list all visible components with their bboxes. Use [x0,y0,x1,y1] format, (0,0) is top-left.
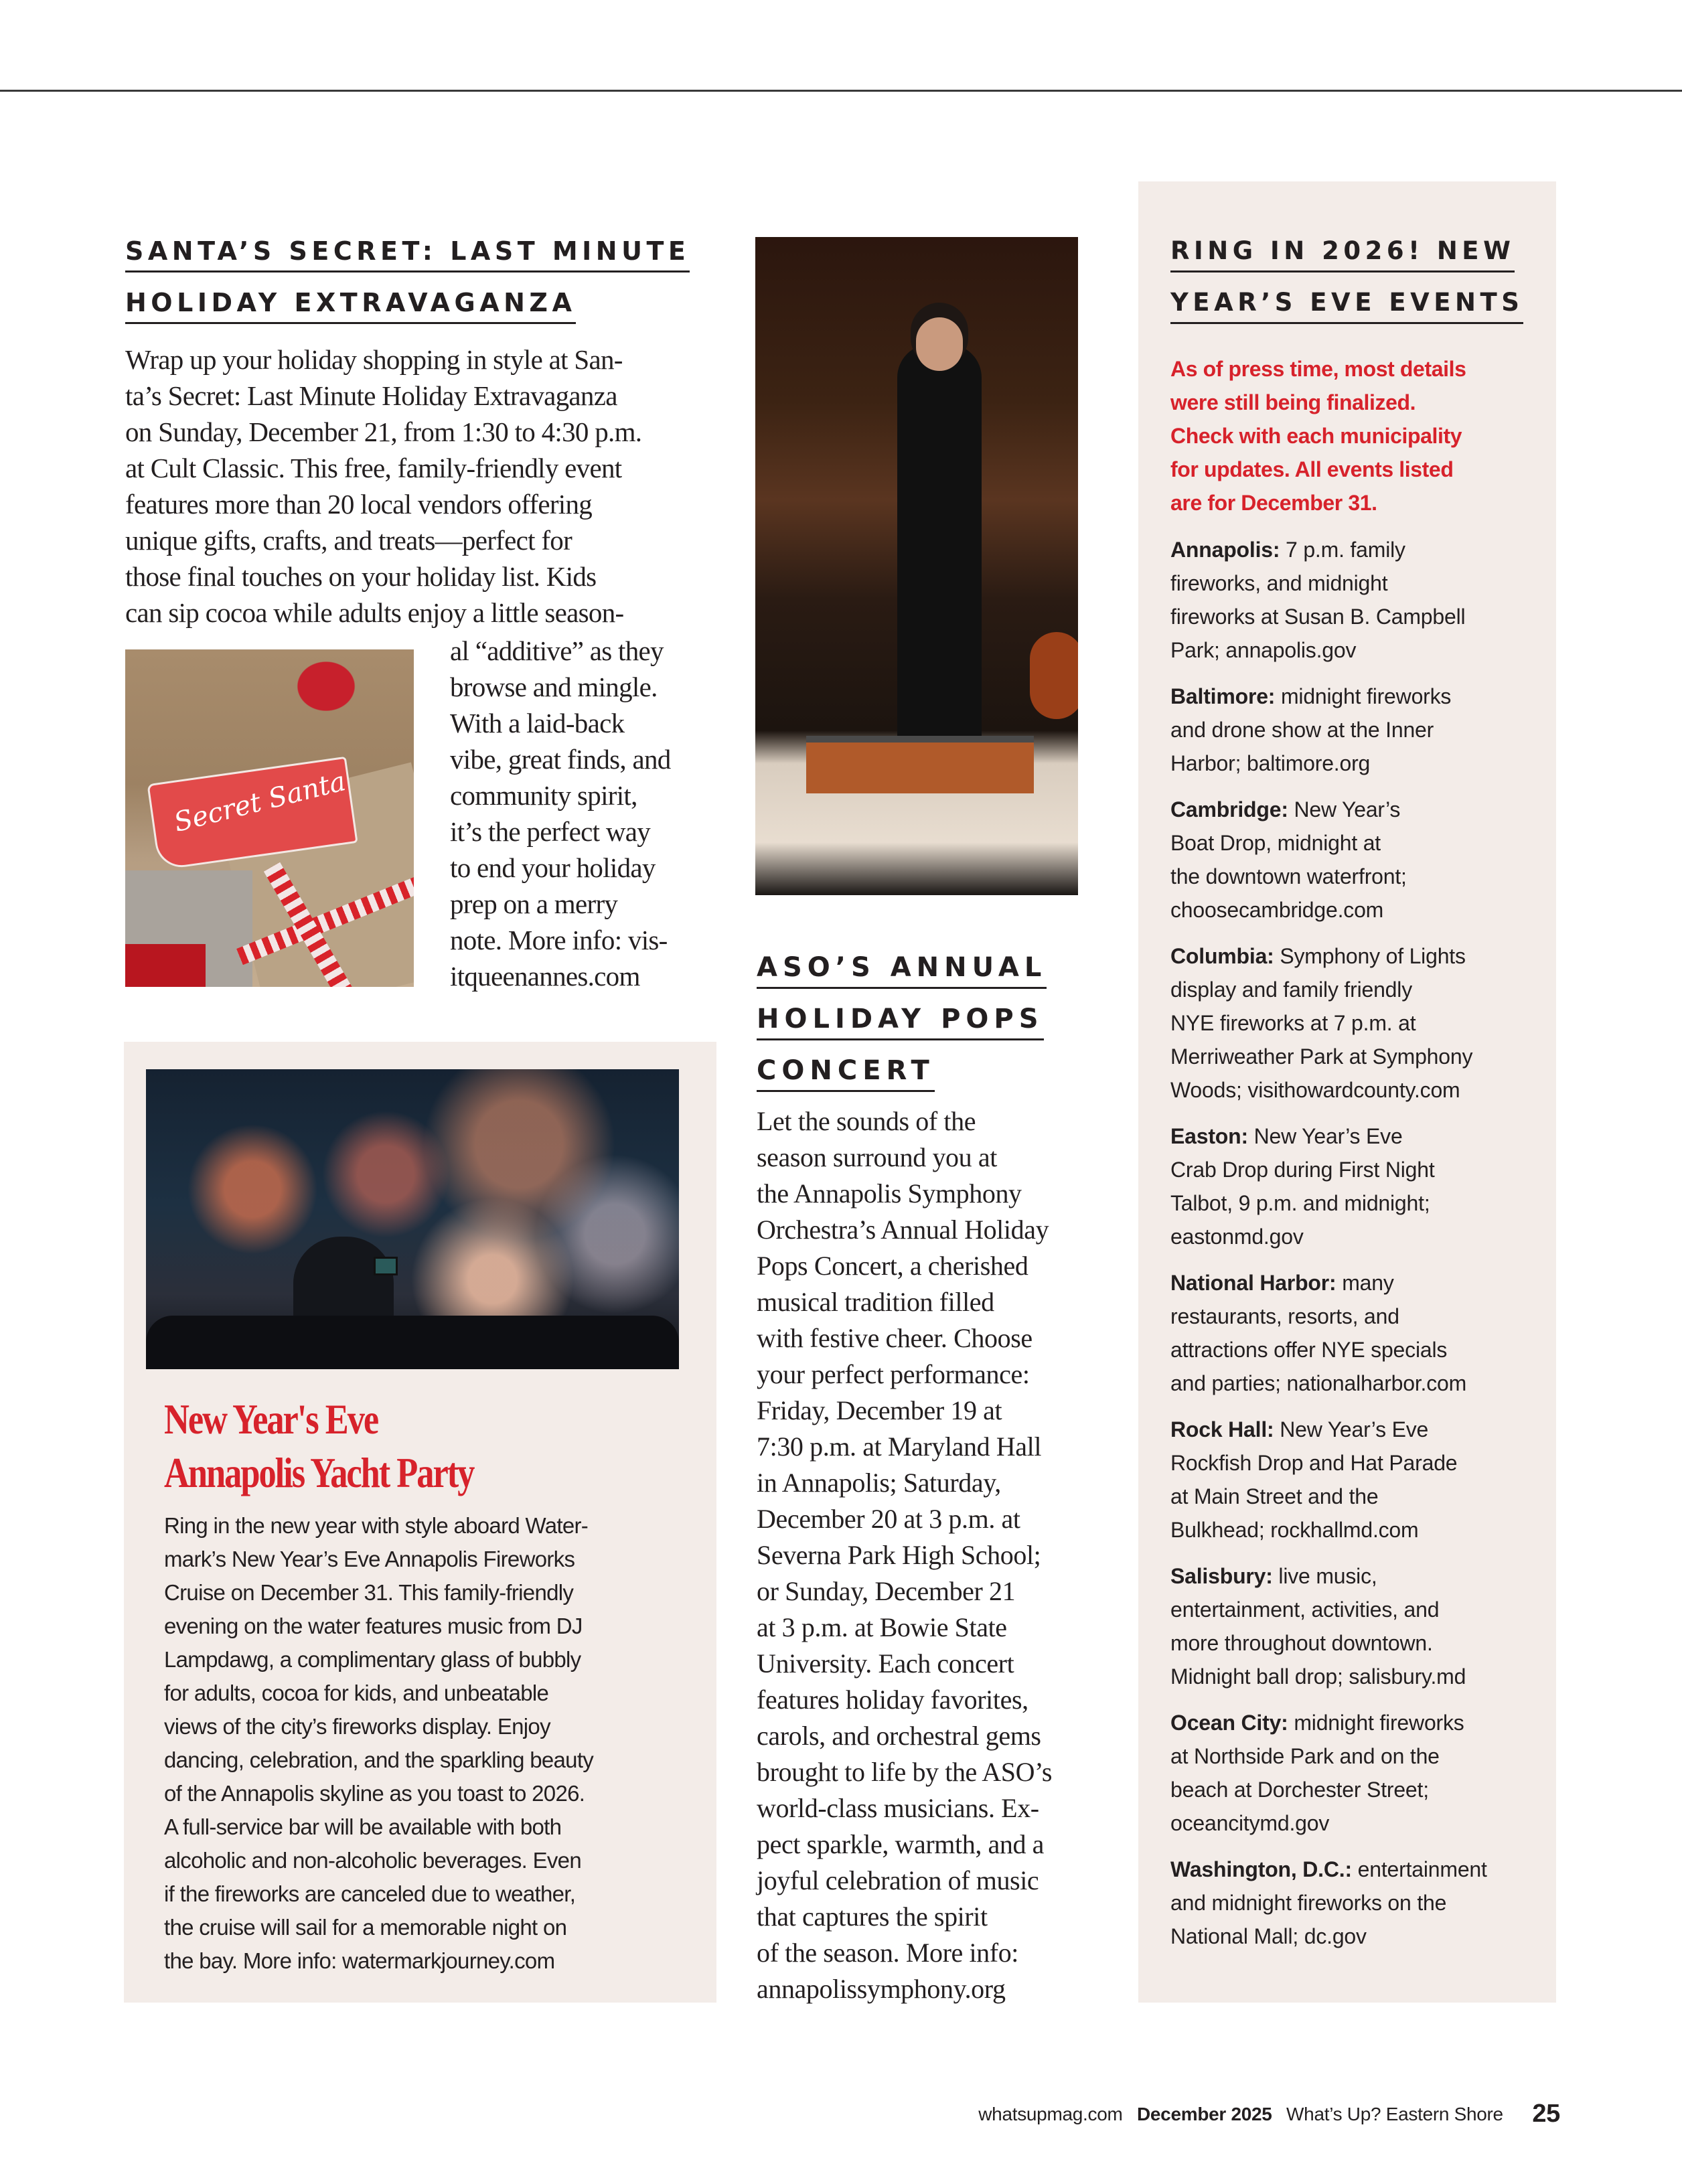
event-text: Symphony of Lights [1274,944,1466,968]
event-text: restaurants, resorts, and [1170,1304,1399,1328]
nye-event-columbia [1170,939,1545,1107]
body-line: with festive cheer. Choose [757,1323,1033,1353]
body-line: Severna Park High School; [757,1540,1041,1570]
event-text: display and family friendly [1170,978,1412,1002]
body-line: for adults, cocoa for kids, and unbeatable [164,1681,549,1705]
body-line: Pops Concert, a cherished [757,1251,1028,1281]
note-line: are for December 31. [1170,491,1377,515]
nye-event-baltimore [1170,680,1545,780]
event-text: New Year’s Eve [1274,1417,1429,1441]
body-line: brought to life by the ASO’s [757,1757,1053,1787]
event-place: Ocean City: [1170,1711,1288,1735]
body-line: that captures the spirit [757,1901,988,1932]
body-line: at Cult Classic. This free, family-friendly event [125,453,622,483]
body-line: ta’s Secret: Last Minute Holiday Extravaganza [125,380,617,411]
event-text: at Main Street and the [1170,1484,1379,1508]
phone-shape [374,1257,398,1275]
body-line: features more than 20 local vendors offering [125,489,593,520]
headline-line: RING IN 2026! NEW [1170,232,1515,272]
body-line: University. Each concert [757,1648,1014,1679]
santa-secret-body-wrapped [450,633,718,994]
event-text: at Northside Park and on the [1170,1744,1440,1768]
body-line: joyful celebration of music [757,1865,1039,1895]
podium-shape [806,736,1034,793]
note-line: for updates. All events listed [1170,457,1454,481]
body-line: Wrap up your holiday shopping in style at San- [125,344,623,375]
cello-shape [1030,632,1078,719]
nye-event-salisbury [1170,1559,1545,1693]
body-line: al “additive” as they [450,635,664,666]
nye-event-rock-hall [1170,1413,1545,1547]
event-text: NYE fireworks at 7 p.m. at [1170,1011,1416,1035]
aso-concert-headline [757,944,1132,1094]
body-line: those final touches on your holiday list. Kids [125,561,597,592]
event-text: live music, [1272,1564,1377,1588]
event-place: National Harbor: [1170,1271,1336,1295]
event-place: Columbia: [1170,944,1274,968]
event-text: and midnight fireworks on the [1170,1891,1447,1915]
aso-concert-body [757,1103,1132,2007]
event-place: Baltimore: [1170,684,1276,708]
nye-event-washington-dc [1170,1853,1545,1953]
body-line: Friday, December 19 at [757,1395,1002,1425]
body-line: alcoholic and non-alcoholic beverages. Even [164,1848,581,1873]
body-line: 7:30 p.m. at Maryland Hall [757,1431,1042,1462]
event-text: entertainment, activities, and [1170,1597,1440,1622]
headline-line: ASO’S ANNUAL [757,948,1047,989]
body-line: season surround you at [757,1142,997,1172]
body-line: the Annapolis Symphony [757,1178,1022,1208]
body-line: world-class musicians. Ex- [757,1793,1039,1823]
body-line: prep on a merry [450,888,618,919]
conductor-silhouette [897,344,982,753]
event-text: the downtown waterfront; [1170,864,1407,888]
body-line: it’s the perfect way [450,816,651,847]
top-rule [0,90,1682,92]
body-line: browse and mingle. [450,672,658,702]
event-place: Easton: [1170,1124,1248,1148]
body-line: mark’s New Year’s Eve Annapolis Fireworks [164,1547,575,1571]
event-place: Annapolis: [1170,538,1280,562]
event-text: Talbot, 9 p.m. and midnight; [1170,1191,1430,1215]
event-link[interactable]: oceancitymd.gov [1170,1811,1330,1835]
event-text: midnight fireworks [1275,684,1452,708]
body-line: views of the city’s fireworks display. Enjoy [164,1714,550,1739]
nye-headline [1170,228,1532,326]
body-line: unique gifts, crafts, and treats—perfect for [125,525,572,556]
event-text: fireworks at Susan B. Campbell [1170,605,1466,629]
body-line: features holiday favorites, [757,1685,1028,1715]
yacht-party-body [164,1509,700,1978]
body-line: to end your holiday [450,852,656,883]
crowd-silhouette [146,1316,679,1369]
nye-event-annapolis [1170,533,1545,667]
santa-secret-article-headline [125,228,708,326]
body-line: Let the sounds of the [757,1106,976,1136]
event-link[interactable]: Bulkhead; rockhallmd.com [1170,1518,1419,1542]
gift-tag-text: Secret Santa [171,765,349,839]
body-line: if the fireworks are canceled due to weather, [164,1881,576,1906]
event-link[interactable]: Woods; visithowardcounty.com [1170,1078,1460,1102]
note-line: Check with each municipality [1170,424,1462,448]
body-line: can sip cocoa while adults enjoy a little season- [125,597,624,628]
title-line: Annapolis Yacht Party [164,1449,474,1496]
body-line: vibe, great finds, and [450,744,671,775]
body-line: of the season. More info: [757,1938,1019,1968]
event-text: Rockfish Drop and Hat Parade [1170,1451,1458,1475]
body-line: Orchestra’s Annual Holiday [757,1215,1049,1245]
headline-line: SANTA’S SECRET: LAST MINUTE [125,232,690,272]
body-line: December 20 at 3 p.m. at [757,1504,1020,1534]
headline-line: CONCERT [757,1051,935,1092]
santa-secret-body [125,341,714,631]
event-text: and drone show at the Inner [1170,718,1434,742]
nye-press-time-note [1170,352,1532,520]
footer-site-link[interactable]: whatsupmag.com [978,2104,1123,2124]
event-place: Cambridge: [1170,797,1288,822]
nye-event-ocean-city [1170,1706,1545,1840]
event-text: Merriweather Park at Symphony [1170,1044,1473,1069]
event-text: fireworks, and midnight [1170,571,1388,595]
body-line: Ring in the new year with style aboard Water- [164,1513,589,1538]
body-line: A full-service bar will be available with both [164,1814,562,1839]
nye-event-cambridge [1170,793,1545,927]
event-text: New Year’s Eve [1247,1124,1403,1148]
event-link[interactable]: and parties; nationalharbor.com [1170,1371,1467,1395]
event-place: Salisbury: [1170,1564,1273,1588]
conductor-head [916,317,963,371]
event-place: Washington, D.C.: [1170,1857,1352,1881]
body-line: community spirit, [450,780,637,811]
body-line: Cruise on December 31. This family-friendly [164,1580,574,1605]
body-line-link[interactable]: the bay. More info: watermarkjourney.com [164,1948,555,1973]
body-line: pect sparkle, warmth, and a [757,1829,1045,1859]
event-text: 7 p.m. family [1280,538,1405,562]
event-link[interactable]: eastonmd.gov [1170,1225,1304,1249]
body-line: of the Annapolis skyline as you toast to 2026. [164,1781,585,1806]
body-line: on Sunday, December 21, from 1:30 to 4:30 p.m. [125,416,642,447]
body-line-link[interactable]: itqueenannes.com [450,961,640,992]
nye-event-national-harbor [1170,1266,1545,1400]
body-line: the cruise will sail for a memorable night on [164,1915,567,1940]
event-link[interactable]: choosecambridge.com [1170,898,1384,922]
event-link[interactable]: Midnight ball drop; salisbury.md [1170,1664,1466,1689]
event-link[interactable]: National Mall; dc.gov [1170,1924,1367,1948]
event-text: midnight fireworks [1288,1711,1464,1735]
aso-concert-headline-block [757,944,1132,1094]
event-text: many [1336,1271,1394,1295]
event-text: Boat Drop, midnight at [1170,831,1381,855]
body-line: in Annapolis; Saturday, [757,1468,1001,1498]
footer-issue-date: December 2025 [1136,2104,1272,2124]
note-line: As of press time, most details [1170,357,1466,381]
event-link[interactable]: Park; annapolis.gov [1170,638,1357,662]
body-line: carols, and orchestral gems [757,1721,1041,1751]
secret-santa-gift-photo [125,649,414,987]
event-place: Rock Hall: [1170,1417,1274,1441]
page-number: 25 [1532,2100,1560,2128]
body-line-link[interactable]: annapolissymphony.org [757,1974,1006,2004]
event-text: more throughout downtown. [1170,1631,1433,1655]
event-link[interactable]: Harbor; baltimore.org [1170,751,1371,775]
red-wrap-shape [125,944,206,987]
title-line: New Year's Eve [164,1395,378,1443]
event-text: attractions offer NYE specials [1170,1338,1448,1362]
body-line: your perfect performance: [757,1359,1030,1389]
fireworks-photo [146,1069,679,1369]
page-footer [978,2100,1560,2128]
body-line: note. More info: vis- [450,925,668,955]
body-line: evening on the water features music from DJ [164,1614,583,1638]
body-line: Lampdawg, a complimentary glass of bubbly [164,1647,581,1672]
body-line: dancing, celebration, and the sparkling beauty [164,1747,594,1772]
headline-line: HOLIDAY EXTRAVAGANZA [125,283,576,324]
headline-line: HOLIDAY POPS [757,1000,1044,1040]
santa-secret-headline [125,228,708,326]
event-text: entertainment [1351,1857,1487,1881]
body-line: at 3 p.m. at Bowie State [757,1612,1007,1642]
nye-headline-block [1170,228,1532,326]
event-text: New Year’s [1288,797,1401,822]
yacht-party-title [164,1393,593,1500]
note-line: were still being finalized. [1170,390,1416,414]
footer-publication: What’s Up? Eastern Shore [1286,2104,1503,2124]
body-line: or Sunday, December 21 [757,1576,1016,1606]
symphony-concert-photo [755,237,1078,895]
body-line: musical tradition filled [757,1287,994,1317]
headline-line: YEAR’S EVE EVENTS [1170,283,1523,324]
event-text: Crab Drop during First Night [1170,1158,1435,1182]
nye-event-easton [1170,1119,1545,1253]
body-line: With a laid-back [450,708,625,738]
nye-events-list [1170,533,1545,1966]
event-text: beach at Dorchester Street; [1170,1778,1429,1802]
